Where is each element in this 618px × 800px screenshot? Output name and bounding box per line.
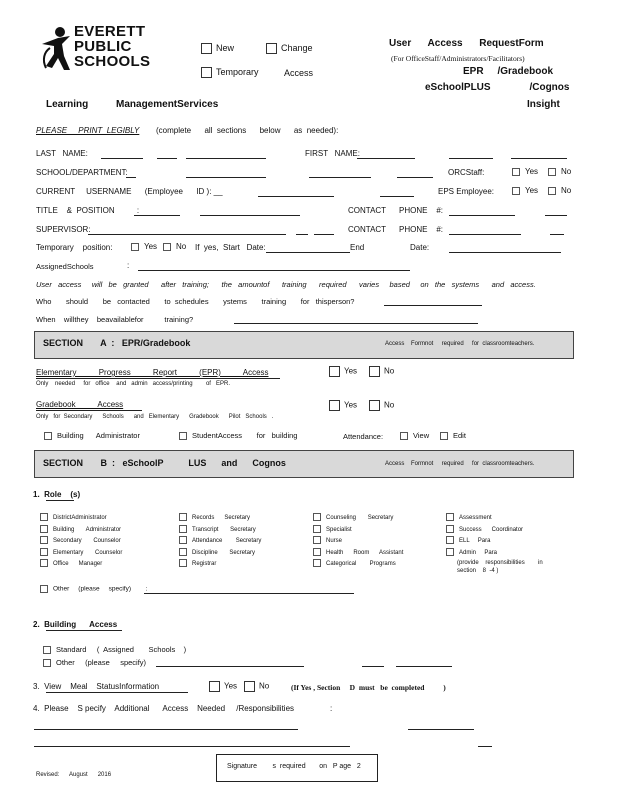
specify-heading: 4. Please S pecify Additional Access Needed /Responsibilities (33, 704, 295, 713)
supervisor-phone-field-2[interactable] (550, 234, 564, 235)
view-meal-no-label: No (259, 681, 270, 691)
view-meal-yes[interactable] (209, 681, 237, 692)
form-title: User Access RequestForm (389, 38, 544, 49)
view-meal-note: (If Yes , Section D must be completed ) (291, 683, 446, 692)
school-field-2[interactable] (186, 177, 266, 178)
temp-no-box[interactable] (163, 243, 171, 251)
role-box[interactable] (313, 525, 321, 533)
role-label: Discipline Secretary (192, 549, 256, 556)
role-col-4 (446, 513, 543, 575)
epr-no-label: No (384, 366, 395, 376)
assigned-schools-field[interactable] (138, 270, 410, 271)
role-box[interactable] (40, 548, 48, 556)
eps-yes[interactable] (512, 186, 538, 195)
specify-field-2[interactable] (34, 746, 350, 747)
building-other-option[interactable] (43, 658, 146, 667)
role-box[interactable] (313, 548, 321, 556)
username-field-2[interactable] (380, 196, 414, 197)
availability-field[interactable] (234, 323, 478, 324)
epr-yes-box[interactable] (329, 366, 340, 377)
temp-yes[interactable] (131, 242, 157, 251)
contact-question: Who should be contacted to schedules ystems training for thisperson? (36, 297, 355, 306)
section-b-note: Access Formnot required for classroomteachers. (385, 461, 535, 467)
role-option[interactable] (179, 559, 261, 571)
building-other-field[interactable] (156, 666, 304, 667)
first-name-field-2[interactable] (449, 158, 493, 159)
role-label: Elementary Counselor (53, 549, 123, 556)
building-heading-underline (46, 630, 122, 631)
eps-no-box[interactable] (548, 187, 556, 195)
attendance-label: Attendance: (343, 432, 384, 441)
first-name-label: FIRST NAME: (305, 149, 360, 158)
role-other-box[interactable] (40, 585, 48, 593)
role-box[interactable] (179, 559, 187, 567)
school-label: SCHOOL/DEPARTMENT: (36, 168, 128, 177)
role-box[interactable] (179, 548, 187, 556)
building-admin-option[interactable] (44, 431, 140, 440)
role-box[interactable] (40, 559, 48, 567)
role-option[interactable] (179, 513, 261, 525)
school-field-4[interactable] (397, 177, 433, 178)
role-label: Records Secretary (192, 515, 251, 521)
form-subtitle: (For OfficeStaff/Administrators/Facilitators) (391, 54, 525, 63)
role-option[interactable] (40, 548, 122, 560)
role-heading (33, 490, 80, 499)
epr-yes[interactable] (329, 366, 357, 377)
last-name-field-3[interactable] (186, 158, 266, 159)
orc-no-label: No (561, 167, 572, 176)
availability-question: When willthey beavailablefor training? (36, 315, 194, 324)
gradebook-note: Only for Secondary Schools and Elementary Gradebook Pilot Schools . (36, 414, 274, 420)
username-field[interactable] (258, 196, 334, 197)
role-option[interactable] (313, 525, 403, 537)
gradebook-yes[interactable] (329, 400, 357, 411)
end-label: End (350, 243, 365, 252)
student-access-option[interactable] (179, 431, 297, 440)
eps-yes-label: Yes (525, 186, 539, 195)
orc-yes-box[interactable] (512, 168, 520, 176)
role-other-label: Other (please specify) : (53, 585, 148, 593)
system-epr: EPR /Gradebook (463, 66, 554, 77)
supervisor-field[interactable] (88, 234, 286, 235)
role-box[interactable] (179, 525, 187, 533)
role-box[interactable] (446, 548, 454, 556)
temp-yes-label: Yes (144, 242, 158, 251)
section-a-title: SECTION A : EPR/Gradebook (43, 338, 191, 348)
eps-no[interactable] (548, 186, 571, 195)
building-standard-label: Standard ( Assigned Schools ) (56, 645, 187, 654)
role-option[interactable] (446, 536, 543, 548)
signature-box (216, 754, 378, 782)
district-logo (40, 24, 164, 74)
specify-field-2b[interactable] (478, 746, 492, 747)
role-col-1 (40, 513, 122, 571)
lms-title: Learning ManagementServices (46, 99, 219, 110)
logo-line2: PUBLIC (74, 38, 132, 55)
building-standard-box[interactable] (43, 646, 51, 654)
section-b-title: SECTION B : eSchoolP LUS and Cognos (43, 458, 286, 468)
temp-yes-box[interactable] (131, 243, 139, 251)
phone-label-1: PHONE #: (399, 206, 444, 215)
epr-no-box[interactable] (369, 366, 380, 377)
view-meal-no[interactable] (244, 681, 269, 692)
view-label: View (413, 431, 430, 440)
role-box[interactable] (446, 525, 454, 533)
role-other-field[interactable] (144, 593, 354, 594)
print-legibly: PLEASE PRINT LEGIBLY (36, 126, 140, 135)
building-heading-text: 2. Building Access (33, 620, 118, 629)
current-username-label: CURRENT USERNAME (Employee ID ): __ (36, 187, 223, 196)
role-box[interactable] (40, 513, 48, 521)
view-meal-underline (46, 692, 188, 693)
temp-no[interactable] (163, 242, 186, 251)
gradebook-yes-box[interactable] (329, 400, 340, 411)
role-box[interactable] (313, 536, 321, 544)
contact-question-field[interactable] (384, 305, 482, 306)
title-field[interactable] (134, 215, 180, 216)
specify-field-1b[interactable] (408, 729, 474, 730)
first-name-field[interactable] (357, 158, 415, 159)
role-option[interactable] (313, 536, 403, 548)
view-meal-yes-label: Yes (224, 681, 238, 691)
role-box[interactable] (446, 513, 454, 521)
view-option[interactable] (400, 431, 429, 440)
role-label: Secondary Counselor (53, 538, 121, 544)
orc-yes[interactable] (512, 167, 538, 176)
role-col-2 (179, 513, 261, 571)
title-position-label: TITLE & POSITION : (36, 206, 140, 215)
eps-no-label: No (561, 186, 572, 195)
role-label: Categorical Programs (326, 561, 396, 567)
role-option[interactable] (313, 559, 403, 571)
logo-line1: EVERETT (74, 23, 146, 40)
new-box[interactable] (201, 43, 212, 54)
logo-line3: SCHOOLS (74, 53, 151, 70)
role-option[interactable] (313, 548, 403, 560)
orc-label: ORCStaff: (448, 168, 485, 177)
role-option[interactable] (446, 513, 543, 525)
phone-label-2: PHONE #: (399, 225, 444, 234)
system-eschool: eSchoolPLUS /Cognos (425, 82, 570, 93)
edit-option[interactable] (440, 431, 466, 440)
role-heading-underline (46, 500, 74, 501)
role-option[interactable] (40, 536, 122, 548)
change-label: Change (281, 43, 313, 53)
role-label: Office Manager (53, 561, 103, 567)
role-label: ELL Para (459, 538, 491, 544)
epr-no[interactable] (369, 366, 394, 377)
role-label: Registrar (192, 561, 217, 567)
role-label: Attendance Secretary (192, 538, 262, 544)
role-col4-note: (provide responsibilities in (457, 560, 543, 566)
role-option[interactable] (40, 513, 122, 525)
change-box[interactable] (266, 43, 277, 54)
start-date-label: If yes, Start Date: (195, 243, 266, 252)
role-label: Nurse (326, 538, 343, 544)
eps-label: EPS Employee: (438, 187, 495, 196)
view-meal-heading: 3. View Meal StatusInformation (33, 682, 160, 691)
role-box[interactable] (40, 525, 48, 533)
role-option[interactable] (179, 548, 261, 560)
temporary-checkbox[interactable] (201, 67, 259, 78)
section-b-header (34, 450, 574, 478)
temp-no-label: No (176, 242, 187, 251)
student-access-label: StudentAccess for building (192, 431, 298, 440)
role-col4-note-2: section 8 -4 ) (457, 568, 499, 574)
role-option[interactable] (179, 525, 261, 537)
building-other-label: Other (please specify) (56, 658, 147, 667)
role-option[interactable] (313, 513, 403, 525)
section-a-note: Access Formnot required for classroomteachers. (385, 341, 535, 347)
revised-date: Revised: August 2016 (36, 772, 112, 778)
supervisor-field-2[interactable] (296, 234, 308, 235)
contact-label-1: CONTACT (348, 206, 387, 215)
assigned-schools-label: AssignedSchools (36, 262, 94, 271)
role-col-3 (313, 513, 403, 571)
building-other-field-3[interactable] (396, 666, 452, 667)
last-name-label: LAST NAME: (36, 149, 88, 158)
first-name-field-3[interactable] (511, 158, 567, 159)
orc-yes-label: Yes (525, 167, 539, 176)
gradebook-no-box[interactable] (369, 400, 380, 411)
epr-note: Only needed for office and admin access/printing of EPR. (36, 381, 230, 387)
end-date-field[interactable] (449, 252, 561, 253)
signature-note: Signature s required on P age 2 (227, 763, 361, 770)
role-box[interactable] (179, 536, 187, 544)
gradebook-yes-label: Yes (344, 400, 358, 410)
building-standard-option[interactable] (43, 645, 186, 654)
role-label: Success Coordinator (459, 526, 524, 533)
specify-field-1[interactable] (34, 729, 298, 730)
temporary-label: Temporary (216, 67, 259, 77)
role-heading-text: 1. Role (s) (33, 490, 81, 499)
supervisor-label: SUPERVISOR: (36, 225, 91, 234)
access-label: Access (284, 68, 314, 78)
view-box[interactable] (400, 432, 408, 440)
role-option[interactable] (179, 536, 261, 548)
title-field-2[interactable] (200, 215, 300, 216)
last-name-field[interactable] (101, 158, 143, 159)
epr-access-title: Elementary Progress Report (EPR) Access (36, 368, 269, 377)
role-option[interactable] (446, 525, 543, 537)
edit-box[interactable] (440, 432, 448, 440)
student-access-box[interactable] (179, 432, 187, 440)
gradebook-access-title: Gradebook Access (36, 400, 124, 409)
role-label: Transcript Secretary (192, 526, 256, 533)
new-checkbox[interactable] (201, 43, 234, 54)
role-option[interactable] (446, 548, 543, 560)
temporary-box[interactable] (201, 67, 212, 78)
assigned-colon: : (127, 261, 130, 270)
role-label: Health Room Assistant (326, 549, 404, 556)
supervisor-field-3[interactable] (314, 234, 334, 235)
gradebook-underline (36, 410, 142, 411)
change-checkbox[interactable] (266, 43, 313, 54)
specify-colon: : (330, 704, 333, 713)
edit-label: Edit (453, 431, 466, 440)
new-label: New (216, 43, 235, 53)
role-label: Assessment (459, 515, 492, 521)
school-field-3[interactable] (309, 177, 371, 178)
start-date-field[interactable] (266, 252, 350, 253)
role-label: Specialist (326, 526, 352, 533)
building-other-box[interactable] (43, 659, 51, 667)
building-other-field-2[interactable] (362, 666, 384, 667)
gradebook-no-label: No (384, 400, 395, 410)
role-box[interactable] (40, 536, 48, 544)
role-other-option[interactable] (40, 585, 147, 593)
eps-yes-box[interactable] (512, 187, 520, 195)
epr-underline (36, 378, 280, 379)
training-note: User access will be granted after training; the amountof training required varies based on the systems and access. (36, 280, 536, 289)
building-admin-label: Building Administrator (57, 431, 140, 440)
runner-logo-icon (40, 26, 72, 72)
role-option[interactable] (40, 559, 122, 571)
section-a-header (34, 331, 574, 359)
epr-yes-label: Yes (344, 366, 358, 376)
last-name-field-2[interactable] (157, 158, 177, 159)
view-meal-yes-box[interactable] (209, 681, 220, 692)
role-label: DistrictAdministrator (53, 515, 107, 521)
school-field[interactable] (126, 177, 136, 178)
supervisor-phone-field[interactable] (449, 234, 521, 235)
system-insight: Insight (527, 99, 560, 110)
role-box[interactable] (313, 513, 321, 521)
orc-no[interactable] (548, 167, 571, 176)
gradebook-no[interactable] (369, 400, 394, 411)
contact-label-2: CONTACT (348, 225, 387, 234)
role-label: Building Administrator (53, 526, 122, 533)
building-admin-box[interactable] (44, 432, 52, 440)
role-box[interactable] (446, 536, 454, 544)
view-meal-no-box[interactable] (244, 681, 255, 692)
building-heading (33, 620, 117, 629)
orc-no-box[interactable] (548, 168, 556, 176)
role-option[interactable] (40, 525, 122, 537)
role-label: Counseling Secretary (326, 515, 394, 521)
contact-phone-field-2[interactable] (545, 215, 567, 216)
role-label: Admin Para (459, 549, 498, 556)
role-box[interactable] (313, 559, 321, 567)
instructions-text: (complete all sections below as needed): (156, 126, 339, 135)
role-box[interactable] (179, 513, 187, 521)
temporary-position-label: Temporary position: (36, 243, 113, 252)
end-date-label: Date: (410, 243, 430, 252)
contact-phone-field[interactable] (449, 215, 515, 216)
